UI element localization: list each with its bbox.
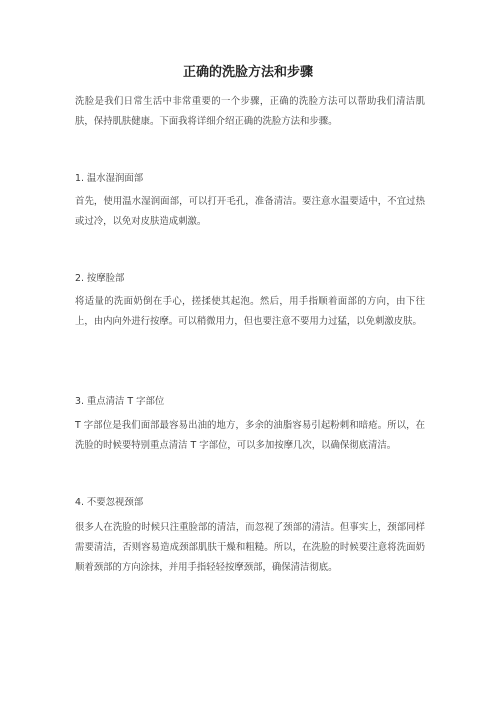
document-title: 正确的洗脸方法和步骤 (182, 65, 313, 80)
section-body-3: T 字部位是我们面部最容易出油的地方，多余的油脂容易引起粉刺和暗疮。所以，在洗脸的时候要特别重点清洁 T 字部位，可以多加按摩几次，以确保彻底清洁。 (75, 420, 425, 451)
section-body-4: 很多人在洗脸的时候只注重脸部的清洁，而忽视了颈部的清洁。但事实上，颈部同样需要清洁，否则容易造成颈部肌肤干燥和粗糙。所以，在洗脸的时候要注意将洗面奶顺着颈部的方向涂抹，并用手指轻轻按摩颈部，确保清洁彻底。 (75, 522, 425, 573)
section-heading-1: 1. 温水湿润面部 (75, 173, 144, 184)
section-body-2: 将适量的洗面奶倒在手心，搓揉使其起泡。然后，用手指顺着面部的方向，由下往上，由内向外进行按摩。可以稍微用力，但也要注意不要用力过猛，以免刺激皮肤。 (75, 296, 425, 327)
section-heading-2: 2. 按摩脸部 (75, 273, 125, 284)
intro-paragraph: 洗脸是我们日常生活中非常重要的一个步骤，正确的洗脸方法可以帮助我们清洁肌肤，保持肌肤健康。下面我将详细介绍正确的洗脸方法和步骤。 (75, 96, 425, 127)
section-body-1: 首先，使用温水湿润面部，可以打开毛孔，准备清洁。要注意水温要适中，不宜过热或过冷，以免对皮肤造成刺激。 (75, 196, 425, 227)
section-heading-4: 4. 不要忽视颈部 (75, 497, 144, 508)
section-heading-3: 3. 重点清洁 T 字部位 (75, 396, 165, 407)
